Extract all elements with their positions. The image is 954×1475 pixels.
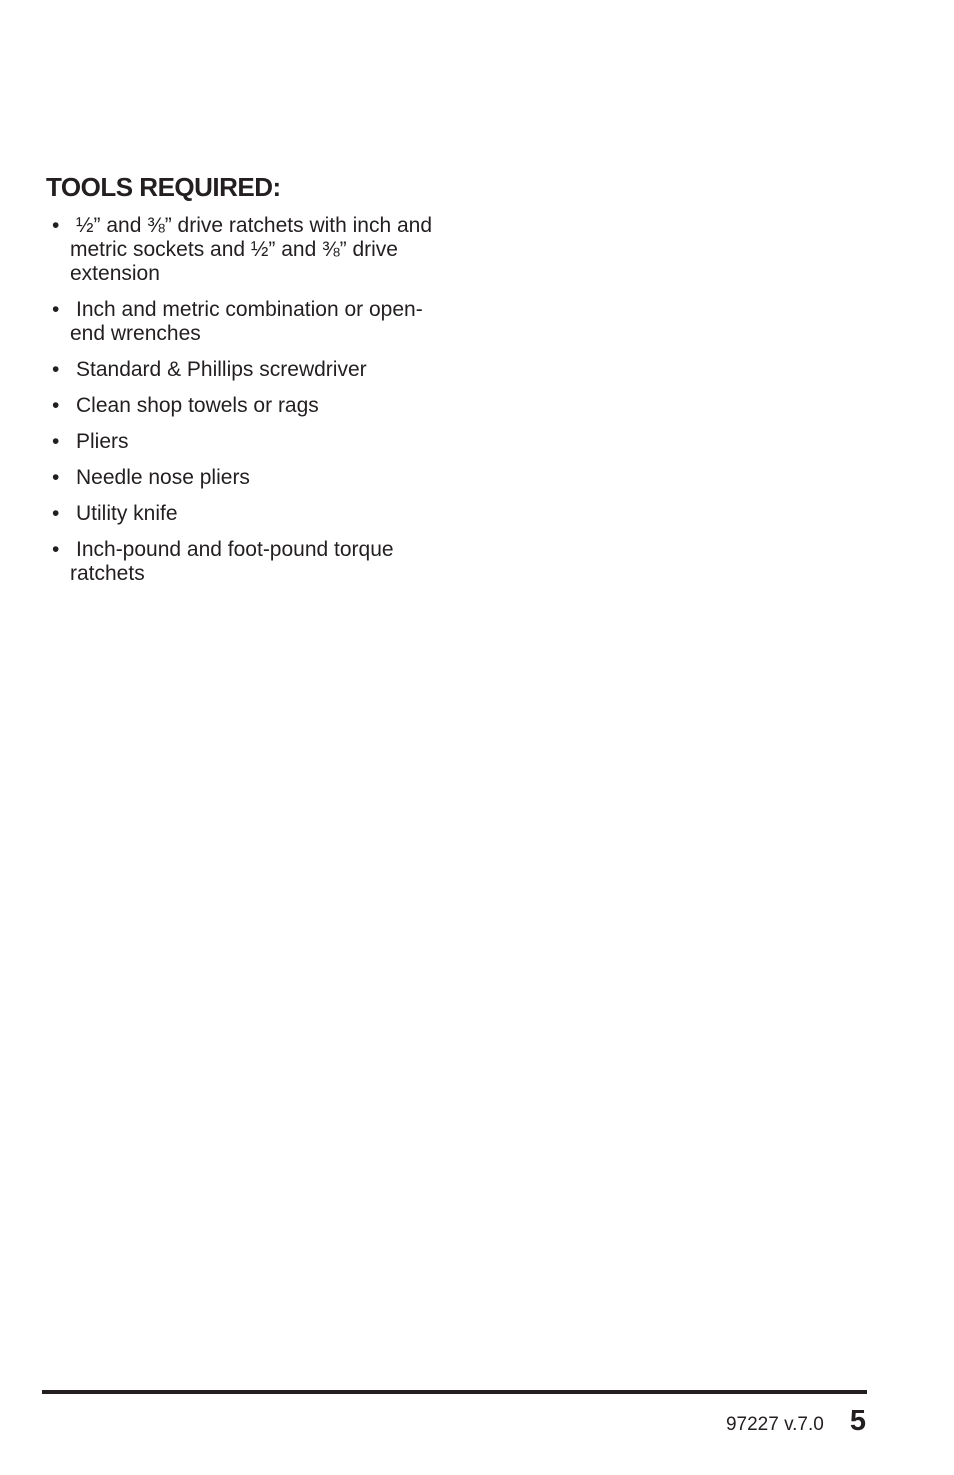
list-item [27,298,447,346]
list-item-text: Inch-pound and foot-pound torque ratchets [70,538,394,585]
list-item [27,502,447,526]
bullet-icon: • [52,502,60,525]
page-footer [726,1405,866,1438]
bullet-icon: • [52,394,60,417]
bullet-icon: • [52,298,60,321]
list-item-text: Clean shop towels or rags [76,394,319,417]
tools-required-section [46,170,466,598]
list-item-text: Needle nose pliers [76,466,250,489]
document-version: 97227 v.7.0 [725,1414,824,1435]
bullet-icon: • [52,430,60,453]
page-number: 5 [849,1405,866,1437]
list-item [27,466,447,490]
footer-divider [42,1390,867,1394]
bullet-icon: • [52,214,60,237]
bullet-icon: • [52,538,60,561]
list-item [27,214,447,286]
bullet-icon: • [52,466,60,489]
tools-list [46,214,466,586]
list-item [27,394,447,418]
list-item-text: ½” and ⅜” drive ratchets with inch and metric sockets and ½” and ⅜” drive extension [70,214,433,285]
list-item-text: Standard & Phillips screwdriver [76,358,367,381]
list-item-text: Inch and metric combination or open-end wrenches [70,298,423,345]
bullet-icon: • [52,358,60,381]
list-item-text: Utility knife [76,502,178,525]
list-item-text: Pliers [76,430,129,453]
section-title: TOOLS REQUIRED: [46,172,281,202]
list-item [27,538,447,586]
list-item [27,358,447,382]
list-item [27,430,447,454]
